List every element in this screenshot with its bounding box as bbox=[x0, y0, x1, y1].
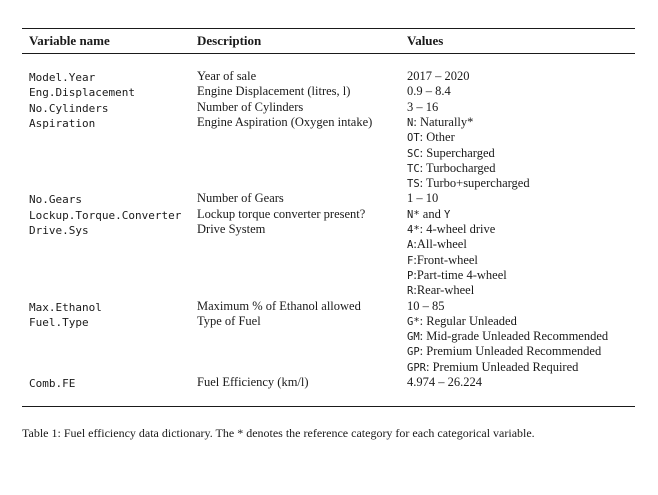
value-cell bbox=[407, 207, 450, 223]
caption-text: Fuel efficiency data dictionary. The * denotes the reference category for each categorical variable. bbox=[63, 426, 535, 440]
category-separator: : bbox=[413, 252, 417, 267]
variable-name-cell: No.Gears bbox=[29, 193, 82, 207]
category-code: SC bbox=[407, 147, 420, 160]
category-code: TS bbox=[407, 178, 420, 191]
category-separator: : bbox=[419, 176, 427, 191]
category-code: GPR bbox=[407, 361, 426, 374]
category-separator: : bbox=[425, 359, 433, 374]
category-label: All-wheel bbox=[416, 237, 467, 252]
table-caption bbox=[22, 426, 634, 441]
table-header-rule bbox=[22, 53, 635, 54]
variable-name-cell: Model.Year bbox=[29, 71, 96, 84]
category-label: Turbo+supercharged bbox=[426, 176, 530, 191]
description-cell: Maximum % of Ethanol allowed bbox=[197, 298, 361, 313]
header-values: Values bbox=[407, 33, 444, 48]
category-code: N bbox=[407, 116, 414, 129]
category-code: P bbox=[407, 269, 414, 282]
category-separator: : bbox=[413, 283, 417, 298]
value-cell bbox=[407, 176, 530, 192]
value-cell bbox=[407, 222, 495, 238]
header-description: Description bbox=[197, 33, 262, 48]
value-cell: 4.974 – 26.224 bbox=[407, 375, 482, 389]
value-cell bbox=[407, 130, 455, 146]
description-cell: Engine Aspiration (Oxygen intake) bbox=[197, 114, 373, 129]
category-label: Supercharged bbox=[426, 145, 495, 160]
variable-name-cell: Lockup.Torque.Converter bbox=[29, 208, 182, 222]
value-cell: 0.9 – 8.4 bbox=[407, 84, 451, 99]
value-cell bbox=[407, 146, 495, 162]
table-top-rule bbox=[22, 28, 635, 29]
category-code: GM bbox=[407, 331, 420, 344]
description-cell: Number of Gears bbox=[197, 191, 284, 206]
variable-name-cell: Comb.FE bbox=[29, 377, 76, 390]
description-cell: Type of Fuel bbox=[197, 313, 261, 328]
description-cell: Drive System bbox=[197, 222, 266, 236]
category-separator: : bbox=[419, 145, 427, 160]
value-cell bbox=[407, 268, 507, 284]
category-label: Part-time 4-wheel bbox=[416, 267, 507, 282]
value-cell bbox=[407, 329, 608, 345]
caption-label: Table 1: bbox=[22, 426, 61, 440]
category-code: GP bbox=[407, 346, 420, 359]
category-separator: : bbox=[413, 114, 420, 129]
category-separator: : bbox=[419, 344, 427, 359]
category-label: Premium Unleaded Recommended bbox=[426, 344, 602, 359]
value-cell: 1 – 10 bbox=[407, 191, 439, 206]
value-cell: 3 – 16 bbox=[407, 99, 439, 114]
category-code: F bbox=[407, 254, 414, 267]
variable-name-cell: No.Cylinders bbox=[29, 101, 109, 115]
category-code: 4* bbox=[407, 224, 420, 236]
category-label: 4-wheel drive bbox=[426, 222, 496, 236]
value-cell bbox=[407, 237, 467, 253]
category-label: Other bbox=[426, 130, 455, 145]
value-cell bbox=[407, 161, 495, 177]
category-code: TC bbox=[407, 162, 420, 175]
category-label: Premium Unleaded Required bbox=[432, 359, 579, 374]
category-separator: : bbox=[419, 313, 427, 328]
category-separator: : bbox=[419, 222, 427, 236]
table-bottom-rule bbox=[22, 406, 635, 407]
value-cell bbox=[407, 253, 478, 269]
category-code: A bbox=[407, 239, 414, 252]
category-separator: : bbox=[413, 237, 417, 252]
category-code: OT bbox=[407, 132, 420, 145]
variable-name-cell: Fuel.Type bbox=[29, 315, 89, 329]
value-cell bbox=[407, 314, 517, 330]
variable-name-cell: Aspiration bbox=[29, 116, 96, 130]
category-label: Naturally* bbox=[419, 114, 474, 129]
variable-name-cell: Max.Ethanol bbox=[29, 300, 102, 314]
description-cell: Number of Cylinders bbox=[197, 99, 304, 114]
category-separator: : bbox=[413, 267, 417, 282]
category-separator: and bbox=[419, 206, 444, 221]
value-cell bbox=[407, 283, 474, 299]
description-cell: Engine Displacement (litres, l) bbox=[197, 84, 351, 99]
category-code: G* bbox=[407, 315, 420, 328]
header-variable-name: Variable name bbox=[29, 33, 110, 48]
category-separator: : bbox=[419, 329, 427, 344]
category-label: Regular Unleaded bbox=[426, 313, 517, 328]
category-label: Rear-wheel bbox=[416, 283, 475, 298]
category-separator: : bbox=[419, 130, 427, 145]
category-separator: : bbox=[419, 160, 427, 175]
value-cell: 2017 – 2020 bbox=[407, 69, 470, 83]
category-code: Y bbox=[443, 208, 451, 221]
value-cell: 10 – 85 bbox=[407, 298, 445, 313]
variable-name-cell: Drive.Sys bbox=[29, 224, 89, 237]
value-cell bbox=[407, 115, 473, 131]
variable-name-cell: Eng.Displacement bbox=[29, 86, 135, 100]
category-code: R bbox=[407, 285, 414, 298]
description-cell: Lockup torque converter present? bbox=[197, 206, 366, 221]
value-cell bbox=[407, 360, 578, 376]
value-cell bbox=[407, 344, 601, 360]
description-cell: Year of sale bbox=[197, 69, 257, 83]
category-label: Mid-grade Unleaded Recommended bbox=[426, 329, 609, 344]
category-label: Front-wheel bbox=[416, 252, 478, 267]
category-label: Turbocharged bbox=[426, 160, 496, 175]
description-cell: Fuel Efficiency (km/l) bbox=[197, 375, 309, 389]
category-code: N* bbox=[407, 208, 420, 221]
